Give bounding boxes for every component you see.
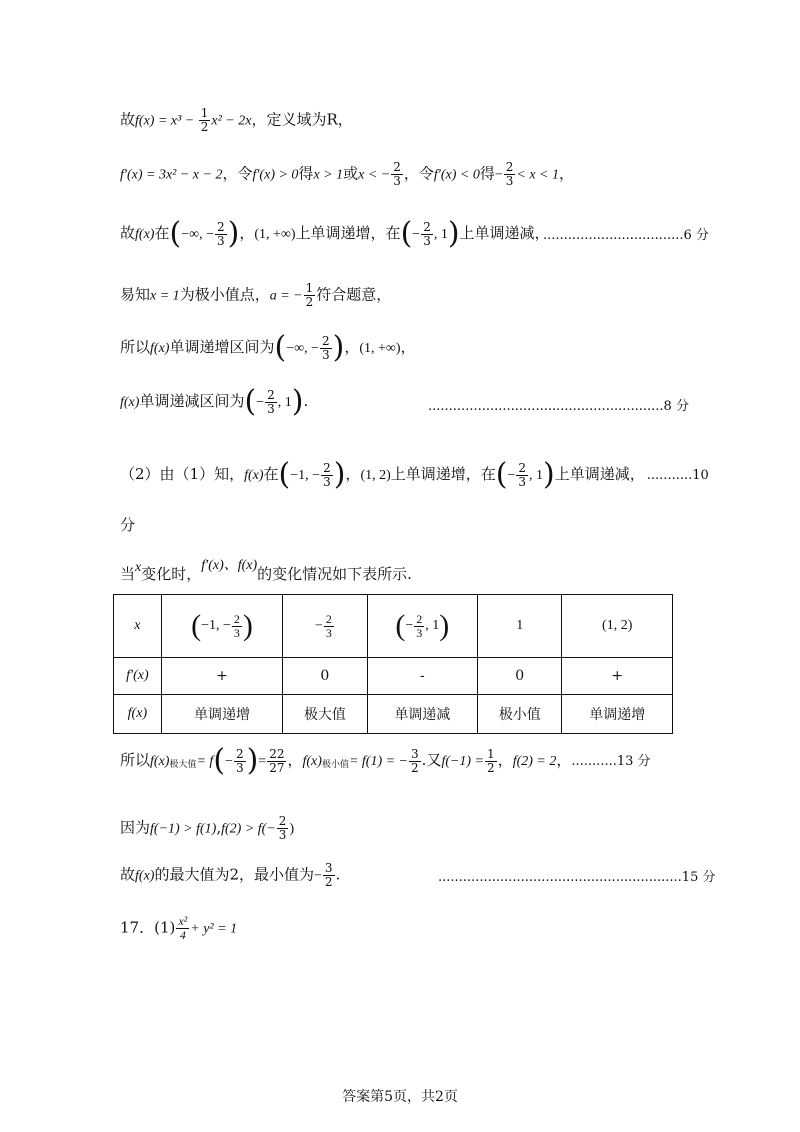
math: f′(x) < 0 <box>433 167 480 183</box>
math: f(2) > f(− <box>221 821 276 837</box>
text: ，令 <box>222 164 253 183</box>
table-row <box>114 658 673 695</box>
table-cell: 1 <box>478 595 562 658</box>
math: f(x) <box>150 341 170 356</box>
score-marker: .........................................................8 分 <box>428 399 689 414</box>
text: 所以 <box>120 751 151 769</box>
text: ， <box>239 224 255 242</box>
math: − <box>314 868 322 884</box>
table-cell: − $\frac{2}{3}$ <box>283 595 367 658</box>
interval: , 1 <box>433 227 448 242</box>
math: f′(x) > 0 <box>252 167 299 183</box>
line-definition <box>120 107 353 134</box>
text: 故 <box>120 865 136 884</box>
interval: (1, +∞) <box>359 341 401 356</box>
text: ， <box>556 751 572 769</box>
text: 在 <box>154 224 170 242</box>
line-comparison <box>120 815 294 842</box>
math: < x < 1 <box>516 167 559 183</box>
table-cell: f′(x) <box>114 658 162 695</box>
fraction: $\frac{2}{3}$ <box>505 160 514 188</box>
score-marker: ..................................6 分 <box>543 228 709 243</box>
table-cell: 极大值 <box>283 695 367 734</box>
text: （2）由（1）知， <box>120 465 245 483</box>
math: f(2) = 2 <box>512 754 557 769</box>
math: x <box>135 560 142 575</box>
text: 得 <box>479 164 495 183</box>
fraction: $\frac{2}{3}$ <box>267 387 275 416</box>
variation-table <box>113 594 673 734</box>
text: ，令 <box>403 164 434 183</box>
math: f(x) <box>302 754 322 769</box>
math: f(x) <box>244 468 264 483</box>
line-table-intro <box>120 556 412 584</box>
fraction: $\frac{\text{x²}}{4}$ <box>178 914 188 942</box>
table-cell: (1, 2) <box>562 595 673 658</box>
interval: (1, +∞) <box>254 227 296 242</box>
text: 上单调递增，在 <box>390 465 496 483</box>
text: 故 <box>120 110 136 129</box>
text: ，定义域为R， <box>251 110 353 129</box>
math: x < − <box>358 167 391 183</box>
line-increasing: 所以f(x)单调递增区间为(−∞, − $\frac{2}{3}$ )，(1, +∞)， <box>120 330 416 365</box>
text: 为极小值点， <box>179 285 270 304</box>
math: a = − <box>269 288 303 304</box>
text: 上单调递减， <box>554 465 645 483</box>
text: 上单调递减， <box>459 224 550 242</box>
line-part2: （2）由（1）知，f(x)在(−1, − $\frac{2}{3}$ )，(1, 2)上单调递增，在(− $\frac{2}{3}$ , 1)上单调递减， ...........10 <box>120 457 709 492</box>
math: f(x) <box>135 227 155 242</box>
text: , <box>216 818 222 837</box>
math: = <box>258 754 267 769</box>
table-cell: 单调递增 <box>161 695 282 734</box>
text: 单调递增区间为 <box>169 338 275 356</box>
line-extrema: 所以$f(x)_{极大值}= f(-$ $\frac{2}{3}$ )= $\frac{22}{27}$ ，$f(x)_{极小值}= f(1)$ = − $\frac{3}{2}$ .又f(−1) = $\frac{1}{2}$ ，f(2) = 2，...........13 分 <box>120 743 651 778</box>
table-cell: + <box>161 658 282 695</box>
math: f(x) <box>120 395 140 410</box>
text: 变化时， <box>141 565 202 583</box>
text: 易知 <box>120 285 151 304</box>
interval: −∞, − <box>181 227 214 242</box>
text: 分 <box>120 516 136 534</box>
fraction: $\frac{2}{3}$ <box>423 219 431 248</box>
interval: (1, 2) <box>360 468 391 483</box>
interval: −1, − <box>290 468 321 483</box>
fraction: $\frac{2}{3}$ <box>518 460 527 489</box>
fraction: $\frac{2}{3}$ <box>278 814 287 842</box>
table-cell: - <box>367 658 478 695</box>
table-row <box>114 595 673 658</box>
fraction: $\frac{2}{3}$ <box>393 160 401 188</box>
text: ， <box>345 465 361 483</box>
math: − <box>494 167 503 183</box>
math: f(−1) = <box>441 754 485 769</box>
line-q17 <box>120 915 237 942</box>
fraction: $\frac{2}{3}$ <box>323 460 331 489</box>
math: ) <box>289 821 295 837</box>
table-cell: 0 <box>478 658 562 695</box>
math: = f <box>196 754 214 769</box>
text: 上单调递增，在 <box>295 224 401 242</box>
fraction: $\frac{2}{3}$ <box>216 219 225 248</box>
math: f′(x)、f(x) <box>201 558 258 573</box>
fraction: $\frac{3}{2}$ <box>411 746 419 775</box>
table-cell: 单调递增 <box>562 695 673 734</box>
text: . <box>303 392 309 410</box>
interval: , 1 <box>529 468 544 483</box>
table-cell: f(x) <box>114 695 162 734</box>
math: f(x) = x³ − <box>135 113 198 129</box>
score-marker: ...........13 分 <box>571 754 651 769</box>
interval: − <box>412 227 421 242</box>
line-max-min <box>120 862 340 889</box>
text: 17．(1) <box>120 918 176 937</box>
interval: , 1 <box>277 395 292 410</box>
fraction: $\frac{1}{2}$ <box>487 746 495 775</box>
text: 的最大值为2，最小值为 <box>154 865 314 884</box>
table-cell: 单调递减 <box>367 695 478 734</box>
table-row <box>114 695 673 734</box>
text: ， <box>497 751 513 769</box>
text: .又 <box>421 751 442 769</box>
math: f′(x) = 3x² − x − 2 <box>120 167 223 183</box>
text: 的变化情况如下表所示. <box>257 565 412 583</box>
interval: − <box>256 395 265 410</box>
math: x = 1 <box>150 288 180 304</box>
line-monotonic: 故f(x)在(−∞, − $\frac{2}{3}$ )，(1, +∞)上单调递增，在(− $\frac{2}{3}$ , 1)上单调递减， <box>120 216 550 251</box>
text: 因为 <box>120 818 151 837</box>
text: 所以 <box>120 338 151 356</box>
text: ， <box>559 164 575 183</box>
text: 当 <box>120 565 136 583</box>
table-cell: (− $\frac{2}{3}$ , 1) <box>367 595 478 658</box>
fraction: $\frac{1}{2}$ <box>200 106 209 134</box>
text: ， <box>344 338 360 356</box>
text: 单调递减区间为 <box>139 392 245 410</box>
subscript: 极小值 <box>321 760 349 770</box>
text: 在 <box>263 465 279 483</box>
line-derivative <box>120 161 574 188</box>
fraction: $\frac{2}{3}$ <box>321 333 330 362</box>
math: + y² = 1 <box>190 921 238 937</box>
table-cell: + <box>562 658 673 695</box>
text: 得 <box>298 164 314 183</box>
text: 或 <box>343 164 359 183</box>
math: f(x) <box>135 868 155 884</box>
interval: − <box>507 468 516 483</box>
text: ， <box>287 751 303 769</box>
math: f(−1) > f(1) <box>150 821 217 837</box>
text: 符合题意， <box>316 285 392 304</box>
fraction: $\frac{22}{27}$ <box>269 746 285 775</box>
line-decreasing: f(x)单调递减区间为(− $\frac{2}{3}$ , 1). <box>120 384 309 419</box>
text: 故 <box>120 224 136 242</box>
page-footer: 答案第5页，共2页 <box>342 1089 458 1105</box>
math: f(x) <box>150 754 170 769</box>
text: . <box>335 865 341 884</box>
score-marker: ...........................................................15 分 <box>438 870 716 885</box>
text: ， <box>400 338 416 356</box>
subscript: 极大值 <box>169 760 197 770</box>
table-cell: (−1, − $\frac{2}{3}$ ) <box>161 595 282 658</box>
table-cell: 0 <box>283 658 367 695</box>
math: = f(1) = − <box>348 754 409 769</box>
line-min-point <box>120 282 391 309</box>
fraction: $\frac{2}{3}$ <box>235 746 244 775</box>
math: − <box>225 754 233 769</box>
line-score-unit <box>120 515 135 535</box>
table-cell: 极小值 <box>478 695 562 734</box>
fraction: $\frac{1}{2}$ <box>305 281 314 309</box>
fraction: $\frac{3}{2}$ <box>324 861 333 889</box>
table-cell: x <box>114 595 162 658</box>
math: x > 1 <box>313 167 344 183</box>
interval: −∞, − <box>286 341 319 356</box>
score-marker: ...........10 <box>646 468 709 483</box>
math: x² − 2x <box>211 113 252 129</box>
